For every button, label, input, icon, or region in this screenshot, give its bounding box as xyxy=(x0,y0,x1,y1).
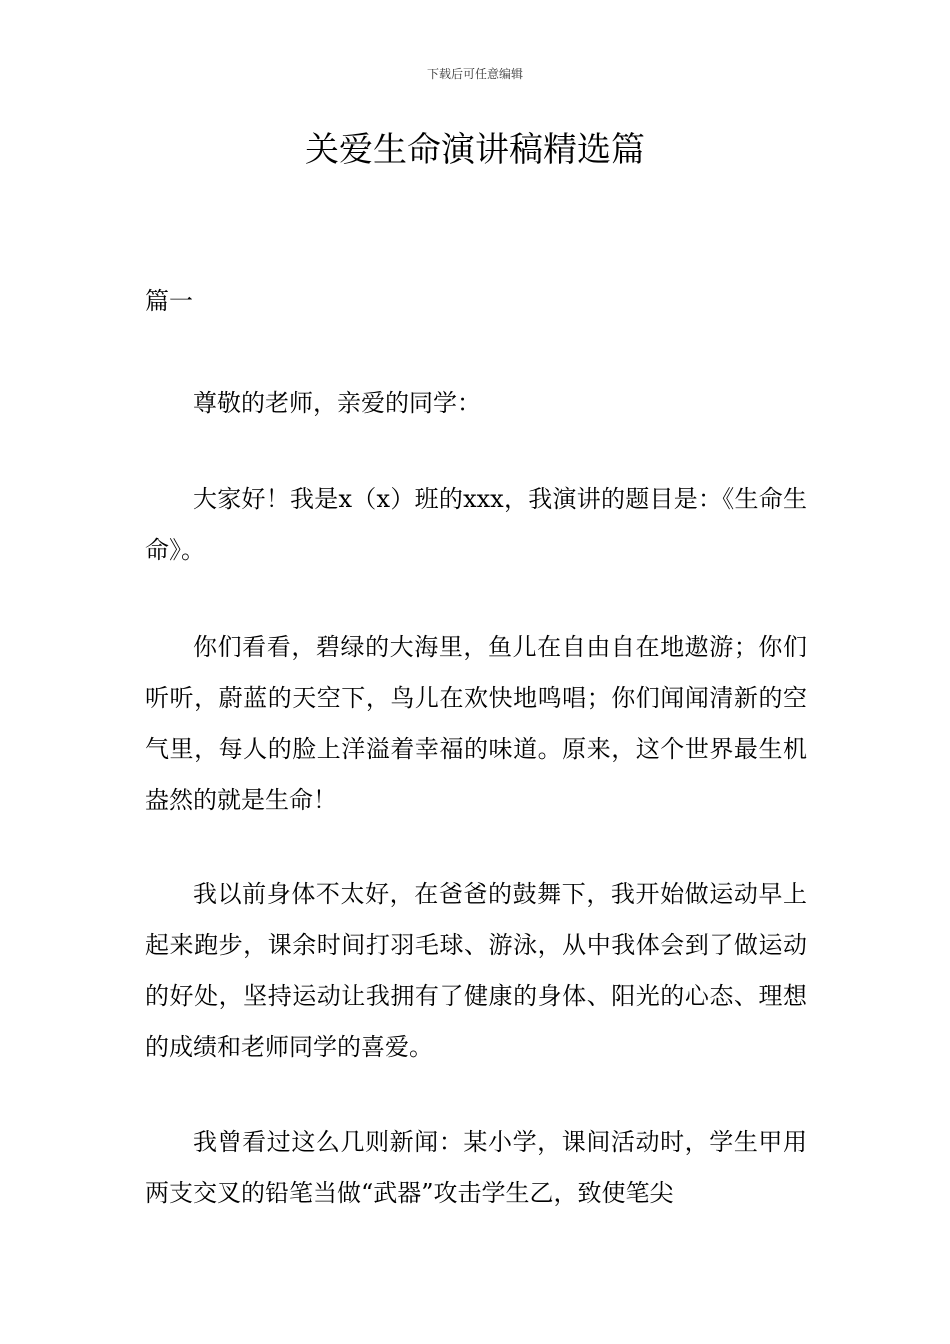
paragraph-news xyxy=(145,1117,807,1219)
paragraph-nature xyxy=(145,622,807,826)
paragraph-intro xyxy=(145,474,807,576)
paragraph: 你们看看，碧绿的大海里，鱼儿在自由自在地遨游；你们听听，蔚蓝的天空下，鸟儿在欢快地鸣唱；你们闻闻清新的空气里，每人的脸上洋溢着幸福的味道。原来，这个世界最生机盎然的就是生命！ xyxy=(145,633,807,814)
paragraph: 尊敬的老师，亲爱的同学： xyxy=(193,389,481,417)
document-title: 关爱生命演讲稿精选篇 xyxy=(305,130,645,170)
paragraph: 大家好！我是x（x）班的xxx，我演讲的题目是：《生命生命》。 xyxy=(145,485,807,564)
paragraph-exercise xyxy=(145,869,807,1073)
paragraph: 我曾看过这么几则新闻：某小学，课间活动时，学生甲用两支交叉的铅笔当做“武器”攻击学生乙，致使笔尖 xyxy=(145,1128,807,1207)
header-note: 下载后可任意编辑 xyxy=(426,67,523,81)
section-label: 篇一 xyxy=(145,287,193,315)
paragraph: 我以前身体不太好，在爸爸的鼓舞下，我开始做运动早上起来跑步，课余时间打羽毛球、游泳，从中我体会到了做运动的好处，坚持运动让我拥有了健康的身体、阳光的心态、理想的成绩和老师同学的喜爱。 xyxy=(145,880,807,1061)
paragraph-greeting xyxy=(145,378,807,429)
